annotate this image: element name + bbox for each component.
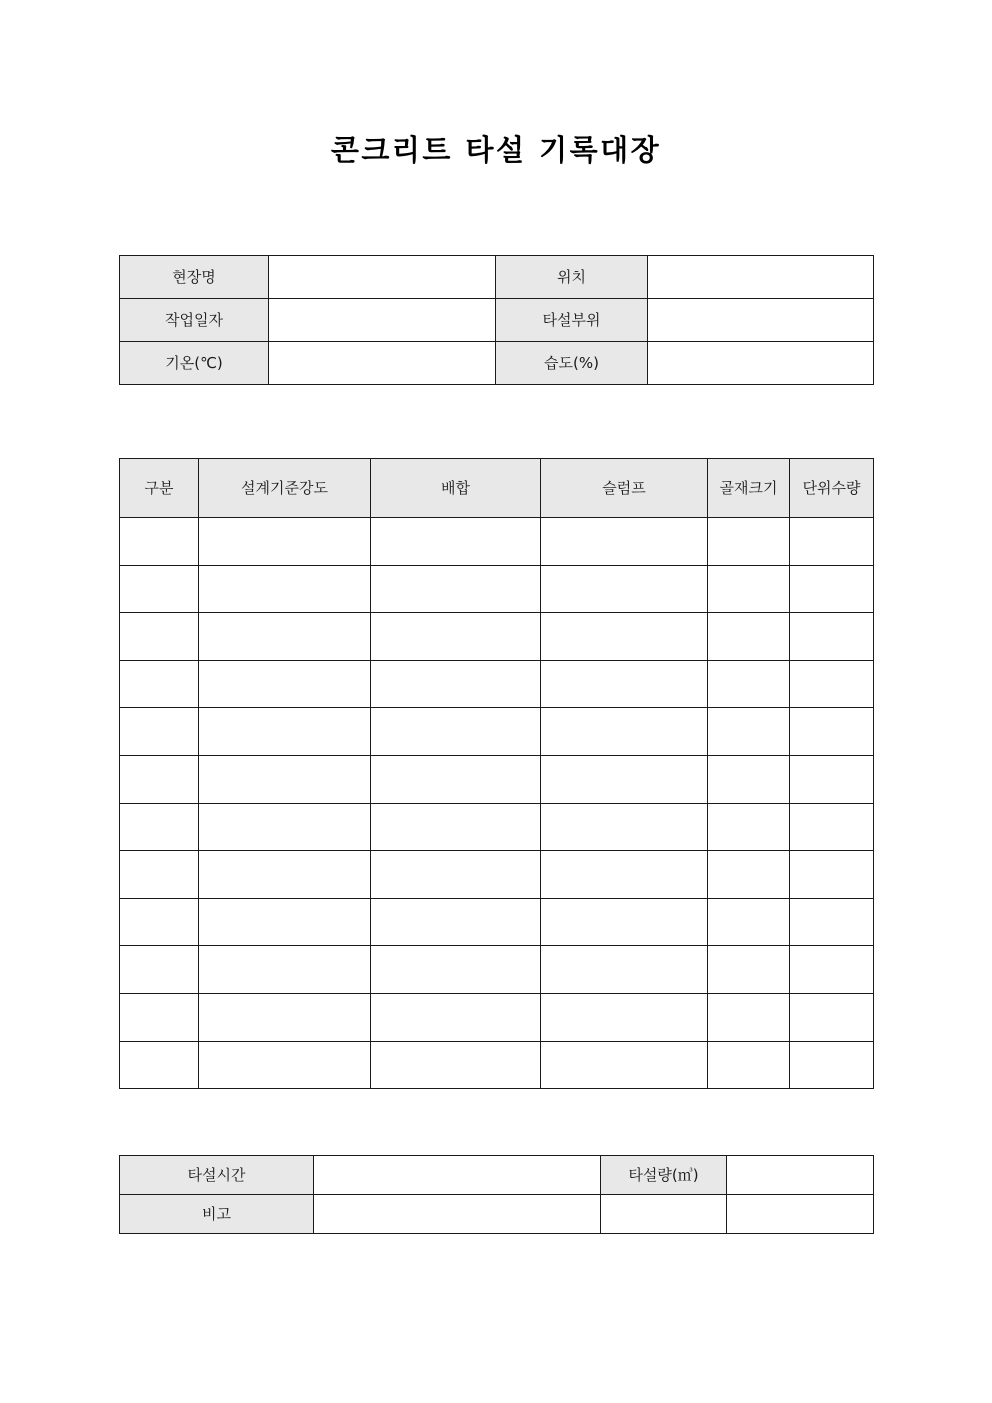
- mix-table-body: [120, 518, 874, 1089]
- cell-aggregate-size[interactable]: [708, 1041, 790, 1089]
- cell-design-strength[interactable]: [199, 803, 371, 851]
- placement-summary-table: [119, 1155, 874, 1234]
- cell-category[interactable]: [120, 708, 199, 756]
- field-placement-time[interactable]: [314, 1156, 601, 1195]
- cell-unit-water[interactable]: [790, 755, 874, 803]
- cell-unit-water[interactable]: [790, 613, 874, 661]
- cell-aggregate-size[interactable]: [708, 755, 790, 803]
- cell-design-strength[interactable]: [199, 755, 371, 803]
- cell-slump[interactable]: [541, 755, 708, 803]
- cell-mix[interactable]: [371, 565, 541, 613]
- cell-mix[interactable]: [371, 613, 541, 661]
- cell-aggregate-size[interactable]: [708, 946, 790, 994]
- label-location: [496, 256, 648, 299]
- cell-aggregate-size[interactable]: [708, 565, 790, 613]
- cell-slump[interactable]: [541, 851, 708, 899]
- label-site-name: [120, 256, 269, 299]
- cell-category[interactable]: [120, 993, 199, 1041]
- cell-design-strength[interactable]: [199, 660, 371, 708]
- cell-design-strength[interactable]: [199, 565, 371, 613]
- cell-mix[interactable]: [371, 518, 541, 566]
- label-work-date: [120, 299, 269, 342]
- label-text: 타설부위: [542, 310, 601, 329]
- cell-design-strength[interactable]: [199, 993, 371, 1041]
- table-row: [120, 613, 874, 661]
- cell-design-strength[interactable]: [199, 518, 371, 566]
- label-humidity: [496, 342, 648, 385]
- field-placement-area[interactable]: [648, 299, 874, 342]
- cell-category[interactable]: [120, 898, 199, 946]
- cell-aggregate-size[interactable]: [708, 898, 790, 946]
- cell-slump[interactable]: [541, 803, 708, 851]
- cell-mix[interactable]: [371, 755, 541, 803]
- header-text: 구분: [144, 478, 174, 497]
- field-placement-volume[interactable]: [727, 1156, 874, 1195]
- cell-aggregate-size[interactable]: [708, 660, 790, 708]
- cell-unit-water[interactable]: [790, 518, 874, 566]
- cell-design-strength[interactable]: [199, 946, 371, 994]
- cell-unit-water[interactable]: [790, 946, 874, 994]
- table-row: [120, 299, 874, 342]
- column-header-category: [120, 459, 199, 518]
- table-row: [120, 946, 874, 994]
- label-text: 비고: [202, 1204, 231, 1223]
- cell-unit-water[interactable]: [790, 851, 874, 899]
- table-row: [120, 755, 874, 803]
- cell-mix[interactable]: [371, 993, 541, 1041]
- cell-slump[interactable]: [541, 613, 708, 661]
- label-text: 타설량(㎥): [628, 1165, 699, 1184]
- cell-category[interactable]: [120, 660, 199, 708]
- cell-category[interactable]: [120, 755, 199, 803]
- table-row: [120, 1195, 874, 1234]
- label-placement-time: [120, 1156, 314, 1195]
- label-text: 타설시간: [187, 1165, 246, 1184]
- field-temperature[interactable]: [269, 342, 496, 385]
- table-header-row: [120, 459, 874, 518]
- table-row: [120, 518, 874, 566]
- header-text: 배합: [441, 478, 470, 497]
- site-info-table: [119, 255, 874, 385]
- cell-mix[interactable]: [371, 946, 541, 994]
- label-text: 위치: [557, 267, 586, 286]
- cell-slump[interactable]: [541, 898, 708, 946]
- cell-design-strength[interactable]: [199, 613, 371, 661]
- cell-unit-water[interactable]: [790, 708, 874, 756]
- cell-mix[interactable]: [371, 1041, 541, 1089]
- label-placement-volume: [601, 1156, 727, 1195]
- label-placement-area: [496, 299, 648, 342]
- column-header-unit-water: [790, 459, 874, 518]
- column-header-mix: [371, 459, 541, 518]
- field-work-date[interactable]: [269, 299, 496, 342]
- cell-category[interactable]: [120, 518, 199, 566]
- cell-design-strength[interactable]: [199, 1041, 371, 1089]
- field-remarks[interactable]: [314, 1195, 601, 1234]
- cell-design-strength[interactable]: [199, 708, 371, 756]
- cell-slump[interactable]: [541, 946, 708, 994]
- column-header-slump: [541, 459, 708, 518]
- table-row: [120, 565, 874, 613]
- cell-unit-water[interactable]: [790, 993, 874, 1041]
- table-row: [120, 1156, 874, 1195]
- label-text: 습도(%): [544, 353, 599, 372]
- cell-mix[interactable]: [371, 898, 541, 946]
- cell-design-strength[interactable]: [199, 898, 371, 946]
- concrete-mix-table: [119, 458, 874, 1089]
- field-remarks-extra-b[interactable]: [727, 1195, 874, 1234]
- header-text: 설계기준강도: [241, 478, 328, 497]
- cell-aggregate-size[interactable]: [708, 803, 790, 851]
- cell-design-strength[interactable]: [199, 851, 371, 899]
- cell-category[interactable]: [120, 946, 199, 994]
- cell-aggregate-size[interactable]: [708, 708, 790, 756]
- cell-mix[interactable]: [371, 708, 541, 756]
- cell-unit-water[interactable]: [790, 565, 874, 613]
- field-location[interactable]: [648, 256, 874, 299]
- label-text: 작업일자: [165, 310, 223, 329]
- cell-category[interactable]: [120, 851, 199, 899]
- label-text: 기온(℃): [165, 353, 223, 372]
- cell-aggregate-size[interactable]: [708, 993, 790, 1041]
- table-row: [120, 256, 874, 299]
- table-row: [120, 898, 874, 946]
- field-humidity[interactable]: [648, 342, 874, 385]
- cell-unit-water[interactable]: [790, 660, 874, 708]
- table-row: [120, 342, 874, 385]
- cell-aggregate-size[interactable]: [708, 518, 790, 566]
- cell-mix[interactable]: [371, 803, 541, 851]
- table-row: [120, 1041, 874, 1089]
- header-text: 슬럼프: [602, 478, 646, 497]
- cell-mix[interactable]: [371, 660, 541, 708]
- cell-category[interactable]: [120, 1041, 199, 1089]
- table-row: [120, 708, 874, 756]
- header-text: 골재크기: [719, 478, 778, 497]
- cell-slump[interactable]: [541, 993, 708, 1041]
- column-header-aggregate-size: [708, 459, 790, 518]
- field-site-name[interactable]: [269, 256, 496, 299]
- label-text: 현장명: [172, 267, 216, 286]
- cell-category[interactable]: [120, 565, 199, 613]
- cell-slump[interactable]: [541, 565, 708, 613]
- cell-category[interactable]: [120, 613, 199, 661]
- column-header-design-strength: [199, 459, 371, 518]
- cell-unit-water[interactable]: [790, 803, 874, 851]
- label-remarks: [120, 1195, 314, 1234]
- field-remarks-extra-a[interactable]: [601, 1195, 727, 1234]
- table-row: [120, 803, 874, 851]
- cell-slump[interactable]: [541, 708, 708, 756]
- cell-category[interactable]: [120, 803, 199, 851]
- table-row: [120, 660, 874, 708]
- cell-slump[interactable]: [541, 518, 708, 566]
- cell-aggregate-size[interactable]: [708, 851, 790, 899]
- table-row: [120, 851, 874, 899]
- cell-aggregate-size[interactable]: [708, 613, 790, 661]
- cell-mix[interactable]: [371, 851, 541, 899]
- table-row: [120, 993, 874, 1041]
- cell-slump[interactable]: [541, 1041, 708, 1089]
- cell-unit-water[interactable]: [790, 1041, 874, 1089]
- cell-slump[interactable]: [541, 660, 708, 708]
- page-title: 콘크리트 타설 기록대장: [330, 133, 662, 167]
- cell-unit-water[interactable]: [790, 898, 874, 946]
- label-temperature: [120, 342, 269, 385]
- header-text: 단위수량: [802, 478, 861, 497]
